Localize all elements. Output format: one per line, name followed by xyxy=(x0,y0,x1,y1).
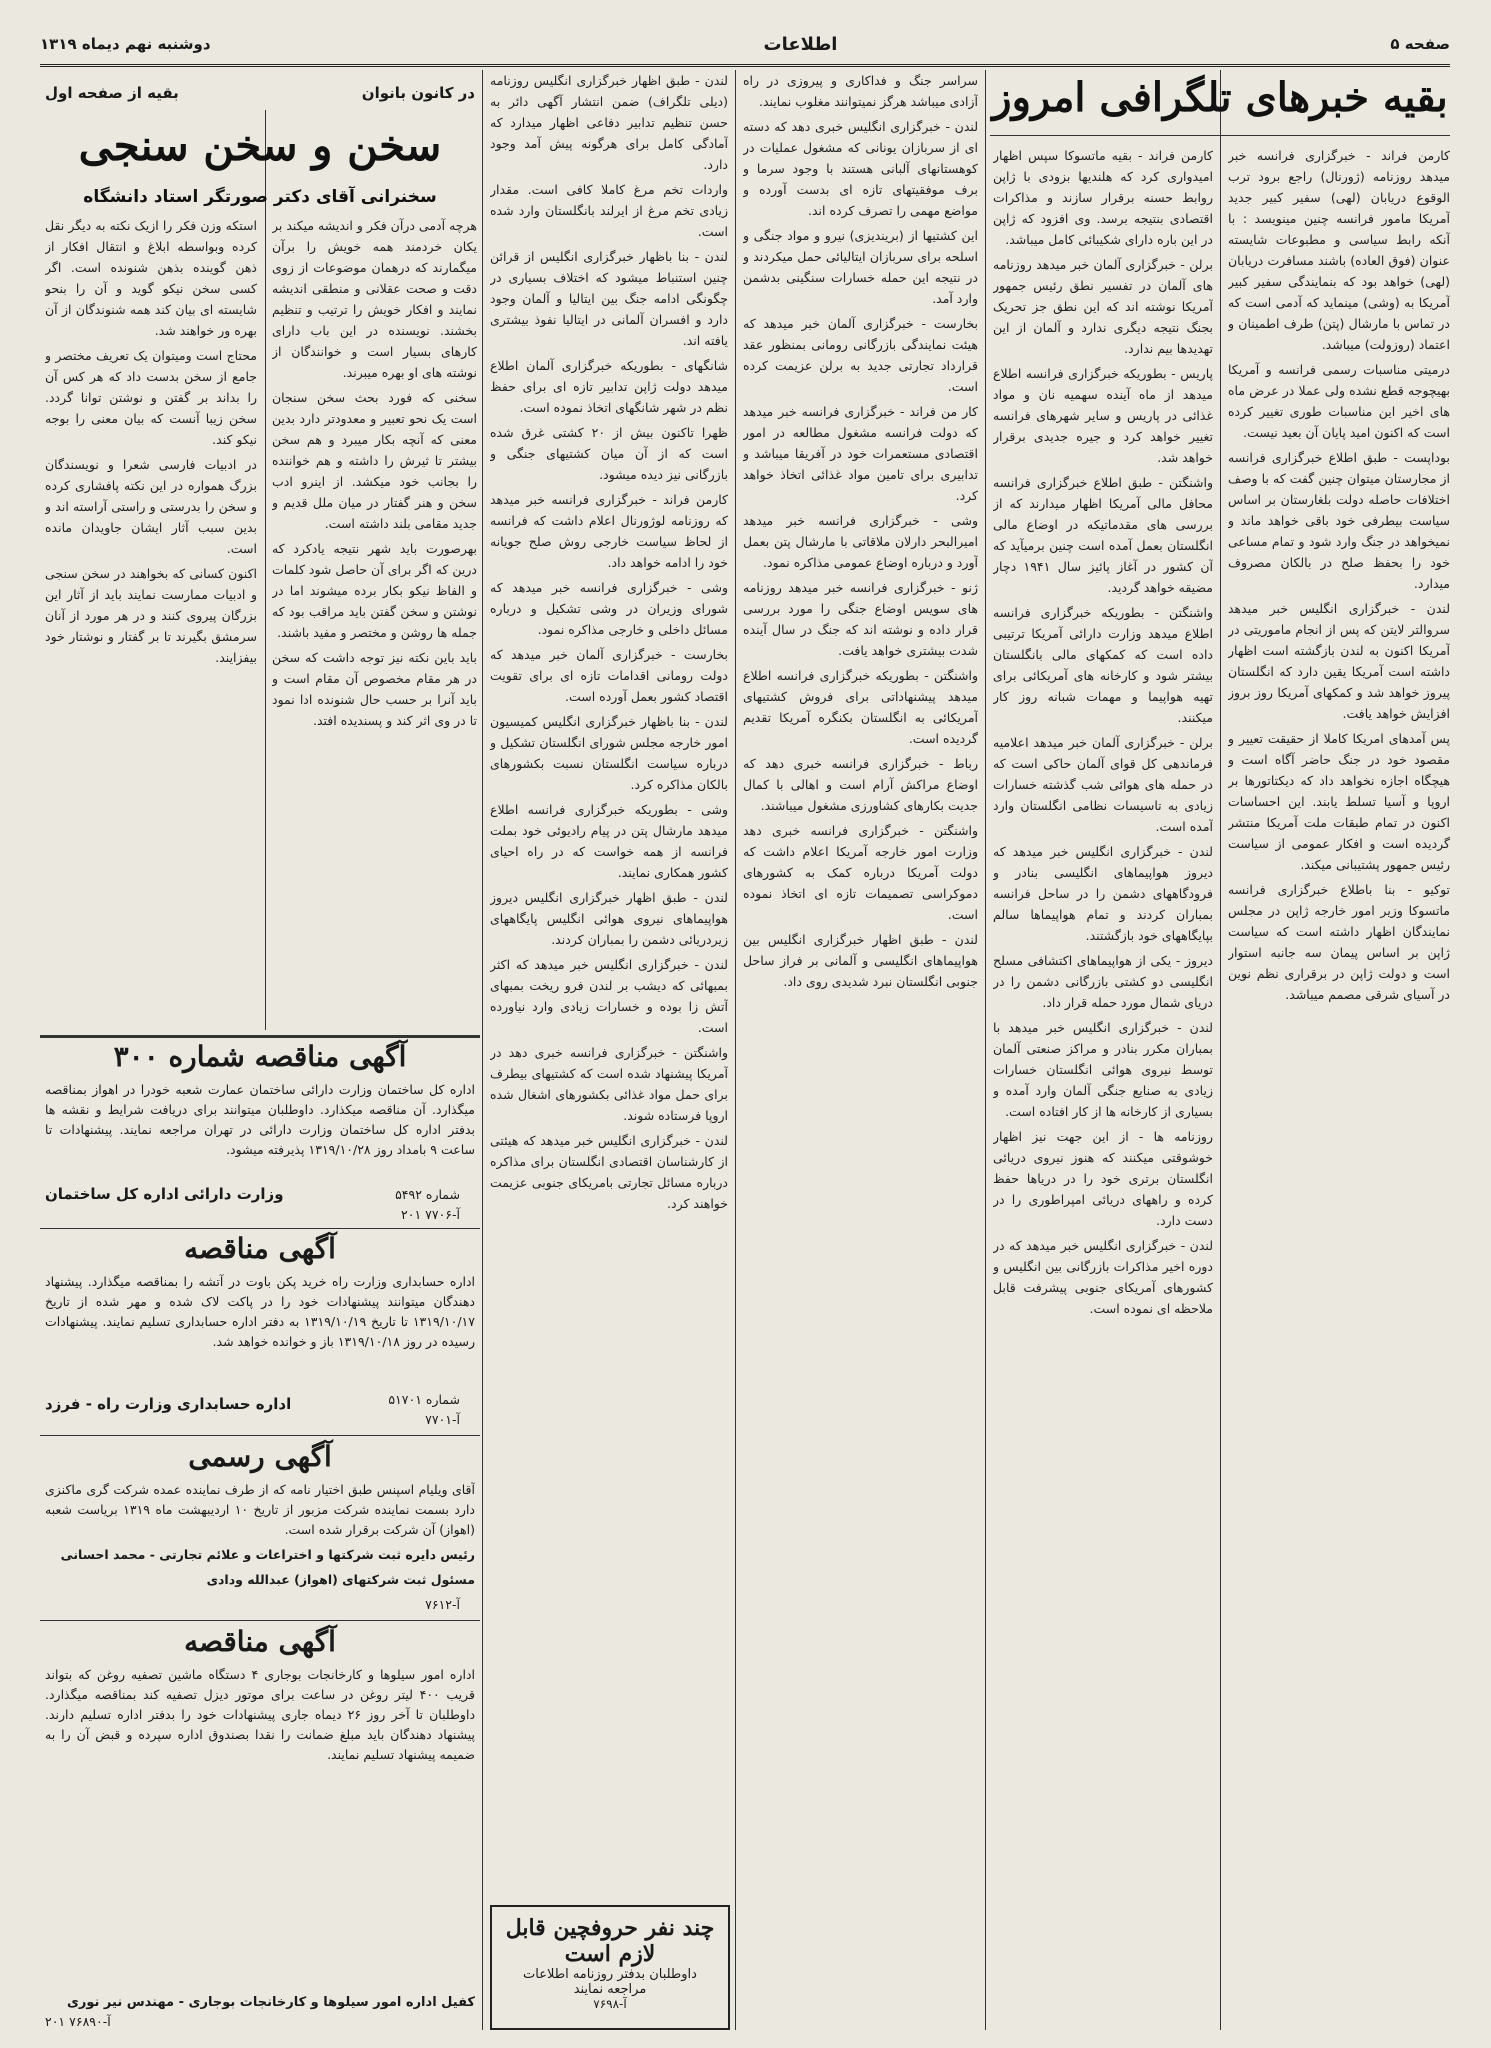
news-item: پاریس - بطوریکه خبرگزاری فرانسه اطلاع میدهد از ماه آینده سهمیه نان و مواد غذائی در پاریس و سایر شهرهای فرانسه تغییر خواهد کرد و جیره جدیدی برقرار خواهد شد. xyxy=(993,366,1213,465)
news-item: لندن - بنا باظهار خبرگزاری انگلیس از قرائن چنین استنباط میشود که اختلاف بسیاری در چگونگی ادامه جنگ بین ایتالیا و آلمان وجود دارد و افسران آلمانی در ایتالیا نفوذ بیشتری یافته اند. xyxy=(490,249,728,348)
news-item: دیروز - یکی از هواپیماهای اکتشافی مسلح انگلیسی دو کشتی بازرگانی دشمن را در دریای شمال مورد حمله قرار داد. xyxy=(993,953,1213,1010)
ad4-title: آگهی مناقصه xyxy=(184,1625,336,1658)
news-item: درمیتی مناسبات رسمی فرانسه و آمریکا بهیچوجه قطع نشده ولی عملا در عرض ماه های اخیر این مناسبات طوری تغییر کرده است که اکنون امید پایان آن بعید نیست. xyxy=(1228,362,1450,440)
news-item: لندن - خبرگزاری انگلیس خبری دهد که دسته ای از سربازان یونانی که مشغول عملیات در کوهستانهای آلبانی هستند با وجود سرما و برف موفقیتهای تازه ای بدست آورده و مواضع مهمی را تصرف کرده اند. xyxy=(743,119,978,218)
section-label: در کانون بانوان xyxy=(361,84,475,102)
ad3-officer: مسئول ثبت شرکتهای (اهواز) عبدالله ودادی xyxy=(206,1572,475,1587)
telegraph-column-second xyxy=(993,145,1213,2025)
ad4-signature: کفیل اداره امور سیلوها و کارخانجات بوجاری - مهندس نیر نوری xyxy=(66,1995,475,2010)
continued-label: بقیه از صفحه اول xyxy=(45,84,179,102)
box-title-2: لازم است xyxy=(564,1941,656,1967)
news-item: بوداپست - طبق اطلاع خبرگزاری فرانسه از مجارستان میتوان چنین گفت که با وصف اختلافات حاصله دولت بلغارستان بر اساس سیاست بیطرفی خود باقی خواهد ماند و نمیخواهد در جنگ وارد شود و تمام مساعی خود را بحفظ صلح در بالکان مصروف میدارد. xyxy=(1228,450,1450,591)
ad1-title: آگهی مناقصه شماره ۳۰۰ xyxy=(113,1040,407,1073)
news-item: لندن - خبرگزاری انگلیس خبر میدهد که هیئتی از کارشناسان اقتصادی انگلستان برای مذاکره درباره مسائل تجارتی بامریکای جنوبی عزیمت خواهند کرد. xyxy=(490,1133,728,1211)
ad2-text: اداره حسابداری وزارت راه خرید پکن باوت در آتشه را بمناقصه میگذارد. پیشنهاد دهندگان میتوانند پیشنهادات خود را در پاکت لاک شده و مهر شده از تاریخ ۱۳۱۹/۱۰/۱۷ تا تاریخ ۱۳۱۹/۱۰/۱۹ به دفتر اداره حسابداری تسلیم نمایند. پیشنهادات رسیده در روز ۱۳۱۹/۱۰/۱۸ باز و خوانده خواهد شد. xyxy=(45,1274,475,1349)
article-paragraph: استکه وزن فکر را ازیک نکته به دیگر نقل کرده وبواسطه ابلاغ و انتقال افکار از ذهن گوینده بذهن شنونده است. اگر کسی سخن نیکو گوید و آن را بنحو شایسته ای بیان کند همه شنوندگان از آن بهره ور خواهند شد. xyxy=(45,218,257,338)
news-item: سراسر جنگ و فداکاری و پیروزی در راه آزادی میباشد هرگز نمیتوانند مغلوب نمایند. xyxy=(743,73,978,109)
section-rule xyxy=(40,1228,480,1229)
headline-rule xyxy=(990,135,1450,136)
ad3-text: آقای ویلیام اسپنس طبق اختیار نامه که از طرف نماینده عمده شرکت گری ماکنزی دارد بسمت نماینده شرکت مزبور از تاریخ ۱۰ اردیبهشت ماه ۱۳۱۹ بریاست شعبه (اهواز) آن شرکت برقرار شده است. xyxy=(45,1482,475,1537)
ad1-number: شماره ۵۴۹۲ xyxy=(395,1187,460,1202)
news-item: واشنگتن - طبق اطلاع خبرگزاری فرانسه محافل مالی آمریکا اظهار میدارند که از بررسی های مقدماتیکه در اوضاع مالی انگلستان بعمل آمده است چنین برمیآید که آن کشور در آغاز پائیز سال ۱۹۴۱ دچار مضیقه خواهد گردید. xyxy=(993,475,1213,595)
telegraph-headline: بقیه خبرهای تلگرافی امروز xyxy=(992,74,1448,121)
article-paragraph: هرچه آدمی درآن فکر و اندیشه میکند بر یکان خردمند همه خویش را برآن میگمارند که درهمان موضوعات از زوی دقت و صحت عقلانی و منطقی اندیشه نمایند و افکار خویش را ترتیب و تنظیم بخشند. نویسنده در این باب دارای کارهای بسیار است و خوانندگان از نوشته های او بهره میبرند. xyxy=(272,218,477,380)
article-paragraph: محتاج است ومیتوان یک تعریف مختصر و جامع از سخن بدست داد که هر کس آن را بداند بر گفتن و نوشتن توانا گردد. سخن زیبا آنست که بیان معنی را بوجه نیکو کند. xyxy=(45,348,257,447)
telegraph-column-center-right xyxy=(743,70,978,2025)
news-item: لندن - خبرگزاری انگلیس خبر میدهد که در دوره اخیر مذاکرات بازرگانی بین انگلیس و کشورهای آمریکای جنوبی پیشرفت قابل ملاحظه ای نموده است. xyxy=(993,1238,1213,1316)
news-item: این کشتیها از (بریندیزی) نیرو و مواد جنگی و اسلحه برای سربازان ایتالیائی حمل میکردند و در نتیجه این حمله خسارات سنگینی بدشمن وارد آمد. xyxy=(743,228,978,306)
news-item: بخارست - خبرگزاری آلمان خبر میدهد که دولت رومانی اقدامات تازه ای برای تقویت اقتصاد کشور بعمل آورده است. xyxy=(490,647,728,704)
news-item: ظهرا تاکنون بیش از ۲۰ کشتی غرق شده است که از آن میان کشتیهای جنگی و بازرگانی نیز دیده میشود. xyxy=(490,425,728,482)
news-item: لندن - خبرگزاری انگلیس خبر میدهد با بمباران مکرر بنادر و مراکز صنعتی آلمان توسط نیروی هوائی انگلستان خسارات زیادی به صنایع جنگی آلمان وارد آمده و بسیاری از کارخانه ها از کار افتاده است. xyxy=(993,1020,1213,1119)
news-item: برلن - خبرگزاری آلمان خبر میدهد اعلامیه فرماندهی کل قوای آلمان حاکی است که در حمله های هوائی شب گذشته خسارات زیادی به تاسیسات نظامی انگلستان وارد آمده است. xyxy=(993,735,1213,834)
ad3-title: آگهی رسمی xyxy=(188,1440,332,1473)
ad1-text: اداره کل ساختمان وزارت دارائی ساختمان عمارت شعبه خودرا در اهواز بمناقصه میگذارد. آن مناقصه میکذارد. داوطلبان میتوانند برای دریافت شرایط و نقشه ها بدفتر اداره کل ساختمان وزارت دارائی در تهران مراجعه نمایند. پیشنهادات تا ساعت ۹ بامداد روز ۱۳۱۹/۱۰/۲۸ پذیرفته میشود. xyxy=(45,1082,475,1157)
news-item: لندن - خبرگزاری انگلیس خبر میدهد که دیروز هواپیماهای انگلیسی بنادر و فرودگاههای دشمن را در ساحل فرانسه بمباران کردند و تمام هواپیماها سالم بپایگاههای خود بازگشتند. xyxy=(993,844,1213,943)
article-headline: سخن و سخن سنجی xyxy=(78,121,442,170)
box-code: آ-۷۶۹۸ xyxy=(593,1997,627,2011)
column-rule xyxy=(735,70,736,2030)
column-rule xyxy=(265,110,266,1030)
news-item: کار من فراند - خبرگزاری فرانسه خبر میدهد که دولت فرانسه مشغول مطالعه در امور اقتصادی مستعمرات خود در آفریقا میباشد و تدابیری برای تامین مواد غذائی اتخاذ خواهد کرد. xyxy=(743,404,978,503)
news-item: وشی - بطوریکه خبرگزاری فرانسه اطلاع میدهد مارشال پتن در پیام رادیوئی خود بملت فرانسه از همه خواست که در راه احیای کشور همکاری نمایند. xyxy=(490,802,728,880)
news-item: وشی - خبرگزاری فرانسه خبر میدهد امیرالبحر دارلان ملاقاتی با مارشال پتن بعمل آورد و درباره اوضاع عمومی مذاکره نمود. xyxy=(743,513,978,570)
news-item: واشنگتن - خبرگزاری فرانسه خبری دهد در آمریکا پیشنهاد شده است که کشتیهای بیطرف برای حمل مواد غذائی بکشورهای اشغال شده اروپا فرستاده شوند. xyxy=(490,1045,728,1123)
article-paragraph: بهرصورت باید شهر نتیجه یادکرد که درین که اگر برای آن حاصل شود کلمات و الفاظ نیکو بکار برده میشوند اما در نوشتن و سخن گفتن باید مراقب بود که جمله ها روشن و مختصر و مفید باشند. xyxy=(272,541,477,640)
section-rule xyxy=(40,1035,480,1038)
ad4-code: آ-۷۶۸۹۰ ۲۰۱ xyxy=(45,2014,111,2029)
article-paragraph: اکنون کسانی که بخواهند در سخن سنجی و ادبیات ممارست نمایند باید از آثار این بزرگان پیروی کنند و در هر مورد از آنان سرمشق بگیرند تا بر گفتار و نوشتار خود بیفزایند. xyxy=(45,566,257,665)
news-item: کارمن فراند - خبرگزاری فرانسه خبر میدهد که روزنامه لوژورنال اعلام داشت که فرانسه از لحاظ سیاست خارجی روش صلح جویانه خود را ادامه خواهد داد. xyxy=(490,492,728,570)
news-item: برلن - خبرگزاری آلمان خبر میدهد روزنامه های آلمان در تفسیر نطق رئیس جمهور آمریکا نوشته اند که این نطق جز تحریک بجنگ نتیجه دیگری ندارد و آلمان از این تهدیدها بیم ندارد. xyxy=(993,257,1213,356)
ad2-signature: اداره حسابداری وزارت راه - فرزد xyxy=(45,1395,292,1413)
news-item: واشنگتن - خبرگزاری فرانسه خبری دهد وزارت امور خارجه آمریکا اعلام داشت که دولت آمریکا درباره کمک به کشورهای دموکراسی تصمیمات تازه ای اتخاذ نموده است. xyxy=(743,823,978,922)
article-paragraph: سخنی که فورد بحث سخن سنجان است یک نحو تعبیر و معدودتر دارد بدین معنی که آنچه بکار میبرد و هم سخن بیشتر تا ثیرش را داشته و هم خواننده را بجانب خود میکشد. از اینرو ادب سخن و هنر گفتار در میان ملل قدیم و جدید مقامی بلند داشته است. xyxy=(272,390,477,531)
issue-date: دوشنبه نهم دیماه ۱۳۱۹ xyxy=(40,35,211,53)
news-item: ژنو - خبرگزاری فرانسه خبر میدهد روزنامه های سویس اوضاع جنگی را مورد بررسی قرار داده و نوشته اند که جنگ در سال آینده شدت بیشتری خواهد یافت. xyxy=(743,580,978,658)
news-item: توکیو - بنا باطلاع خبرگزاری فرانسه ماتسوکا وزیر امور خارجه ژاپن در مجلس نمایندگان اظهار داشته است که سیاست ژاپن بر اساس پیمان سه جانبه استوار است و دولت ژاپن در برقراری نظم نوین در آسیای شرقی مصمم میباشد. xyxy=(1228,882,1450,1002)
article-column-left xyxy=(45,215,257,1015)
page-header xyxy=(40,30,1450,67)
news-item: وشی - خبرگزاری فرانسه خبر میدهد که شورای وزیران در وشی تشکیل و درباره مسائل داخلی و خارجی مذاکره نمود. xyxy=(490,580,728,637)
news-item: روزنامه ها - از این جهت نیز اظهار خوشوقتی میکنند که هنوز نیروی دریائی انگلستان برتری خود را در دریاها حفظ کرده و راههای دریائی امپراطوری را در دست دارد. xyxy=(993,1129,1213,1228)
article-column-right xyxy=(272,215,477,1015)
news-item: واردات تخم مرغ کاملا کافی است. مقدار زیادی تخم مرغ از ایرلند بانگلستان وارد شده است. xyxy=(490,182,728,239)
news-item: رباط - خبرگزاری فرانسه خبری دهد که اوضاع مراکش آرام است و اهالی با کمال جدیت بکارهای کشاورزی مشغول میباشند. xyxy=(743,756,978,813)
news-item: لندن - بنا باظهار خبرگزاری انگلیس کمیسیون امور خارجه مجلس شورای انگلستان تشکیل و درباره سیاست انگلستان نسبت بکشورهای بالکان مذاکره کرد. xyxy=(490,714,728,792)
news-item: کارمن فراند - بقیه ماتسوکا سپس اظهار امیدواری کرد که هلندیها بزودی با ژاپن روابط حسنه برقرار سازند و مذاکرات اقتصادی بنتیجه برسد. وی افزود که ژاپن در این باره دارای شکیبائی کامل میباشد. xyxy=(993,148,1213,247)
ad2-code: آ-۷۷۰۱ xyxy=(425,1412,460,1427)
typesetter-wanted-box xyxy=(490,1905,730,2030)
section-rule xyxy=(40,1620,480,1621)
column-rule xyxy=(985,70,986,2030)
news-item: لندن - خبرگزاری انگلیس خبر میدهد که اکثر بمبهائی که دیشب بر لندن فرو ریخت بمبهای آتش زا بوده و خسارات زیادی وارد نیاورده است. xyxy=(490,957,728,1035)
newspaper-name: اطلاعات xyxy=(763,33,838,55)
news-item: لندن - طبق اظهار خبرگزاری انگلیس بین هواپیماهای انگلیسی و آلمانی بر فراز ساحل جنوبی انگلستان نبرد شدیدی روی داد. xyxy=(743,932,978,989)
ad2-number: شماره ۵۱۷۰۱ xyxy=(388,1392,460,1407)
news-item: کارمن فراند - خبرگزاری فرانسه خبر میدهد روزنامه (ژورنال) راجع برود ترب الوقوع دریابان (لهی) سفیر کبیر جدید آمریکا مامور فرانسه چنین مینویسد : با آنکه رابط سیاسی و مطبوعات شایسته عنوان (فوق العاده) باشند مسافرت دریابان (لهی) خواهد بود که بنمایندگی سفیر کبیر آمریکا به (وشی) مینماید که آدمی است که در تماس با مارشال (پتن) طرف اطمینان و اعتماد (روزولت) میباشد. xyxy=(1228,148,1450,352)
news-item: لندن - طبق اظهار خبرگزاری انگلیس روزنامه (دیلی تلگراف) ضمن انتشار آگهی دائر به حسن تنظیم تدابیر دفاعی اظهار میدارد که آمادگی کامل برای هرگونه پیش آمد وجود دارد. xyxy=(490,73,728,172)
section-rule xyxy=(40,1435,480,1436)
ad1-signature: وزارت دارائی اداره کل ساختمان xyxy=(45,1185,284,1203)
article-paragraph: در ادبیات فارسی شعرا و نویسندگان بزرگ همواره در این نکته پافشاری کرده و سخن را بدرستی و راستی آراسته اند و بدین سبب آثار ایشان جاویدان مانده است. xyxy=(45,457,257,556)
news-item: واشنگتن - بطوریکه خبرگزاری فرانسه اطلاع میدهد پیشنهاداتی برای فروش کشتیهای آمریکائی به انگلستان بکنگره آمریکا تقدیم گردیده است. xyxy=(743,668,978,746)
box-text-2: مراجعه نمایند xyxy=(573,1982,647,1997)
ad4-text: اداره امور سیلوها و کارخانجات بوجاری ۴ دستگاه ماشین تصفیه روغن که بتواند قریب ۴۰۰ لیتر روغن در ساعت برای موتور دیزل تصفیه کند بمناقصه میگذارد. داوطلبان تا آخر روز ۲۶ دیماه جاری پیشنهادات خود را بدفتر اداره تسلیم دارند. پیشنهاد دهندگان باید مبلغ ضمانت را نقدا بصندوق اداره سپرده و قبض آن را به ضمیمه پیشنهاد تسلیم نمایند. xyxy=(45,1667,475,1762)
article-subheadline: سخنرانی آقای دکتر صورتگر استاد دانشگاه xyxy=(83,187,437,207)
news-item: شانگهای - بطوریکه خبرگزاری آلمان اطلاع میدهد دولت ژاپن تدابیر تازه ای برای حفظ نظم در شهر شانگهای اتخاذ نموده است. xyxy=(490,358,728,415)
news-item: بخارست - خبرگزاری آلمان خبر میدهد که هیئت نمایندگی بازرگانی رومانی بمنظور عقد قرارداد تجارتی جدید به برلن عزیمت کرده است. xyxy=(743,316,978,394)
box-title: چند نفر حروفچین قابل xyxy=(505,1915,715,1941)
news-item: پس آمدهای امریکا کاملا از حقیقت تعییر و مقصود خود در جنگ حاضر آگاه است و هیچگاه اجازه نخواهد داد که دیکتاتورها بر اروپا و آسیا تسلط یابند. این احساسات اکنون در تمام طبقات ملت آمریکا منتشر گردیده است و افکار عمومی از سیاست رئیس جمهور پشتیبانی میکند. xyxy=(1228,731,1450,872)
box-text: داوطلبان بدفتر روزنامه اطلاعات xyxy=(523,1967,697,1982)
article-paragraph: باید باین نکته نیز توجه داشت که سخن در هر مقام مخصوص آن مقام است و باید آنرا بر حسب حال شنونده ادا نمود تا در وی اثر کند و پسندیده افتد. xyxy=(272,650,477,728)
ad2-title: آگهی مناقصه xyxy=(184,1232,336,1265)
telegraph-column-center-left xyxy=(490,70,728,1910)
news-item: واشنگتن - بطوریکه خبرگزاری فرانسه اطلاع میدهد وزارت دارائی آمریکا ترتیبی داده است که کمکهای مالی بانگلستان بیشتر شود و کارخانه های آمریکائی برای تهیه هواپیما و مهمات شبانه روز کار میکنند. xyxy=(993,605,1213,725)
news-item: لندن - خبرگزاری انگلیس خبر میدهد سروالتر لایتن که پس از انجام ماموریتی در آمریکا اکنون به لندن بازگشته است اظهار داشته است آمریکا یقین دارد که انگلستان پیروز خواهد شد و کمکهای آمریکا روز بروز افزایش خواهد یافت. xyxy=(1228,601,1450,721)
column-rule xyxy=(1220,70,1221,2030)
telegraph-column-right xyxy=(1228,145,1450,2025)
ad3-code: آ-۷۶۱۲ xyxy=(425,1597,460,1612)
news-item: لندن - طبق اظهار خبرگزاری انگلیس دیروز هواپیماهای نیروی هوائی انگلیس پایگاههای زیردریائی دشمن را بمباران کردند. xyxy=(490,890,728,947)
ad1-code: آ-۷۷۰۶ ۲۰۱ xyxy=(401,1207,460,1222)
ad3-registrar: رئیس دایره ثبت شرکتها و اختراعات و علائم تجارتی - محمد احسانی xyxy=(60,1547,475,1562)
column-rule xyxy=(482,70,483,2030)
page-number: صفحه ۵ xyxy=(1390,35,1450,53)
